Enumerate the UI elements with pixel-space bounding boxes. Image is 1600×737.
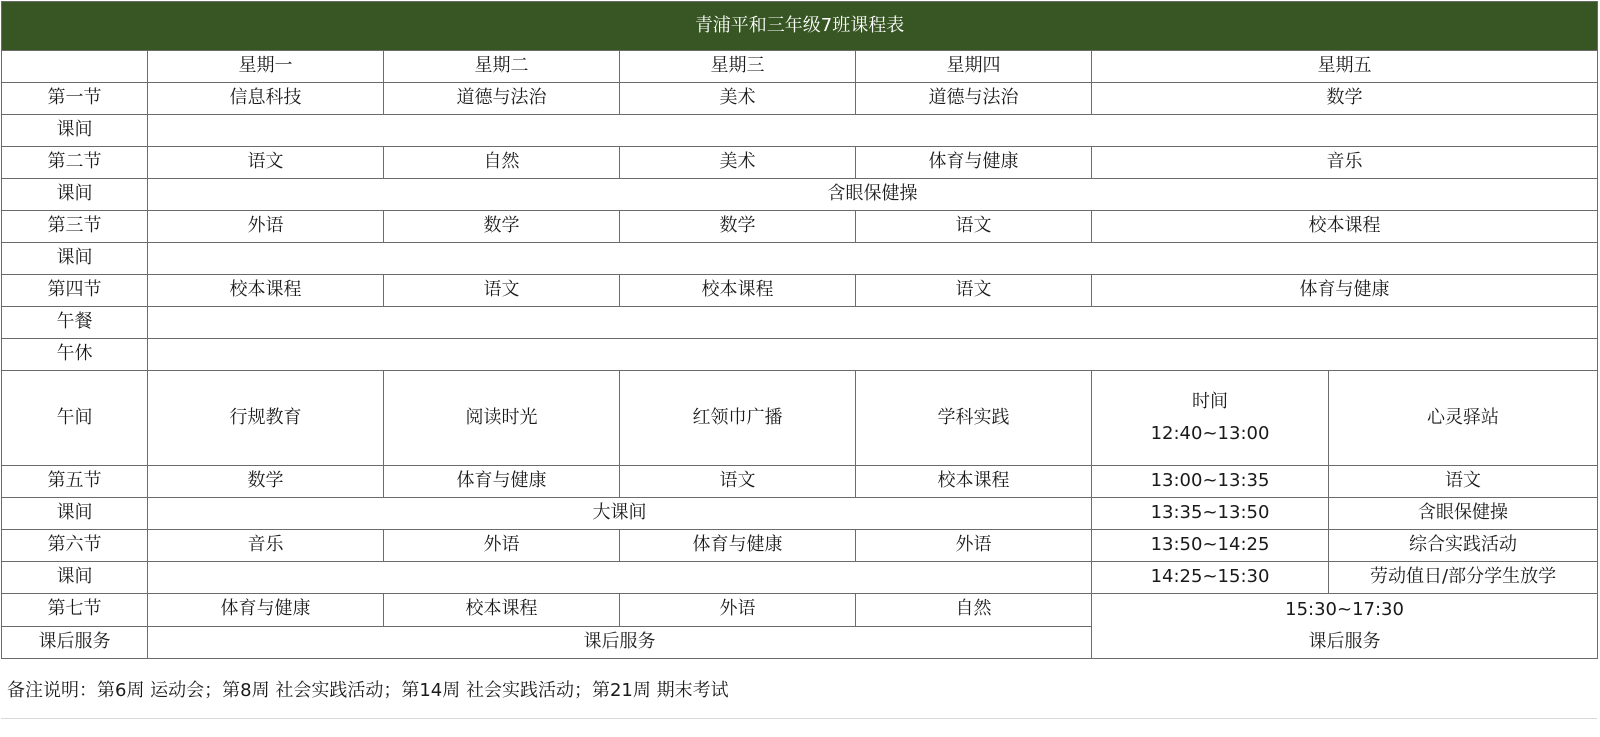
cell-thu: 体育与健康 — [856, 147, 1092, 179]
row-label: 第二节 — [2, 147, 148, 179]
cell-wed: 校本课程 — [620, 275, 856, 307]
break-span-cell — [148, 115, 1598, 147]
weekday-thu: 星期四 — [856, 51, 1092, 83]
row-label: 午餐 — [2, 307, 148, 339]
cell-thu: 学科实践 — [856, 371, 1092, 466]
cell-fri-activity: 语文 — [1329, 466, 1598, 498]
cell-tue: 自然 — [384, 147, 620, 179]
break-3-row — [2, 243, 1598, 275]
row-label: 课间 — [2, 562, 148, 594]
cell-mon: 外语 — [148, 211, 384, 243]
cell-fri-activity: 综合实践活动 — [1329, 530, 1598, 562]
cell-tue: 阅读时光 — [384, 371, 620, 466]
cell-tue: 道德与法治 — [384, 83, 620, 115]
cell-tue: 语文 — [384, 275, 620, 307]
cell-fri-activity: 含眼保健操 — [1329, 498, 1598, 530]
break-span-cell — [148, 243, 1598, 275]
row-label: 第七节 — [2, 594, 148, 627]
row-label: 课间 — [2, 115, 148, 147]
row-label: 课间 — [2, 243, 148, 275]
period-4-row — [2, 275, 1598, 307]
row-label: 第三节 — [2, 211, 148, 243]
midday-row — [2, 371, 1598, 466]
after-school-content: 课后服务 — [1308, 631, 1381, 652]
remarks-note: 备注说明：第6周 运动会；第8周 社会实践活动；第14周 社会实践活动；第21周 期末考试 — [7, 680, 729, 701]
cell-mon: 音乐 — [148, 530, 384, 562]
break-span-cell: 大课间 — [148, 498, 1092, 530]
timetable — [1, 1, 1598, 659]
cell-mon: 行规教育 — [148, 371, 384, 466]
title-row — [2, 2, 1598, 51]
break-span-cell: 含眼保健操 — [148, 179, 1598, 211]
cell-wed: 数学 — [620, 211, 856, 243]
period-7-row — [2, 594, 1598, 627]
nap-span-cell — [148, 339, 1598, 371]
cell-fri: 音乐 — [1092, 147, 1598, 179]
lunch-span-cell — [148, 307, 1598, 339]
cell-mon: 数学 — [148, 466, 384, 498]
nap-row — [2, 339, 1598, 371]
break-1-row — [2, 115, 1598, 147]
cell-fri: 体育与健康 — [1092, 275, 1598, 307]
cell-mon: 校本课程 — [148, 275, 384, 307]
cell-tue: 校本课程 — [384, 594, 620, 627]
period-2-row — [2, 147, 1598, 179]
cell-fri-time: 13:00~13:35 — [1092, 466, 1329, 498]
cell-wed: 美术 — [620, 83, 856, 115]
break-5-row — [2, 498, 1598, 530]
weekday-mon: 星期一 — [148, 51, 384, 83]
timetable-title: 青浦平和三年级7班课程表 — [2, 2, 1598, 51]
weekday-wed: 星期三 — [620, 51, 856, 83]
weekday-header-row — [2, 51, 1598, 83]
cell-thu: 自然 — [856, 594, 1092, 627]
cell-fri: 数学 — [1092, 83, 1598, 115]
cell-thu: 校本课程 — [856, 466, 1092, 498]
break-6-row — [2, 562, 1598, 594]
break-span-cell — [148, 562, 1092, 594]
lunch-row — [2, 307, 1598, 339]
row-label: 第六节 — [2, 530, 148, 562]
row-label: 课间 — [2, 179, 148, 211]
period-1-row — [2, 83, 1598, 115]
row-label: 午间 — [2, 371, 148, 466]
row-label: 课间 — [2, 498, 148, 530]
break-2-row — [2, 179, 1598, 211]
after-school-span-cell: 课后服务 — [148, 626, 1092, 659]
cell-thu: 道德与法治 — [856, 83, 1092, 115]
cell-tue: 数学 — [384, 211, 620, 243]
period-5-row — [2, 466, 1598, 498]
cell-mon: 信息科技 — [148, 83, 384, 115]
cell-wed: 语文 — [620, 466, 856, 498]
corner-cell — [2, 51, 148, 83]
row-label: 第一节 — [2, 83, 148, 115]
cell-fri-activity: 心灵驿站 — [1329, 371, 1598, 466]
cell-fri-time: 13:50~14:25 — [1092, 530, 1329, 562]
time-label: 时间 — [1192, 391, 1228, 412]
cell-thu: 外语 — [856, 530, 1092, 562]
row-label: 课后服务 — [2, 626, 148, 659]
cell-fri: 校本课程 — [1092, 211, 1598, 243]
timetable-sheet — [1, 1, 1597, 659]
weekday-fri: 星期五 — [1092, 51, 1598, 83]
cell-mon: 体育与健康 — [148, 594, 384, 627]
cell-wed: 外语 — [620, 594, 856, 627]
row-label: 第五节 — [2, 466, 148, 498]
cell-thu: 语文 — [856, 211, 1092, 243]
time-range: 12:40~13:00 — [1150, 423, 1270, 444]
cell-mon: 语文 — [148, 147, 384, 179]
weekday-tue: 星期二 — [384, 51, 620, 83]
period-3-row — [2, 211, 1598, 243]
cell-fri-activity: 劳动值日/部分学生放学 — [1329, 562, 1598, 594]
row-label: 第四节 — [2, 275, 148, 307]
cell-fri-time: 14:25~15:30 — [1092, 562, 1329, 594]
cell-wed: 体育与健康 — [620, 530, 856, 562]
cell-fri-time: 13:35~13:50 — [1092, 498, 1329, 530]
cell-fri-time — [1092, 371, 1329, 466]
cell-thu: 语文 — [856, 275, 1092, 307]
after-school-time: 15:30~17:30 — [1285, 599, 1404, 620]
period-6-row — [2, 530, 1598, 562]
bottom-divider — [1, 718, 1597, 719]
cell-tue: 外语 — [384, 530, 620, 562]
cell-wed: 红领巾广播 — [620, 371, 856, 466]
cell-wed: 美术 — [620, 147, 856, 179]
row-label: 午休 — [2, 339, 148, 371]
cell-tue: 体育与健康 — [384, 466, 620, 498]
cell-fri-after-school — [1092, 594, 1598, 659]
